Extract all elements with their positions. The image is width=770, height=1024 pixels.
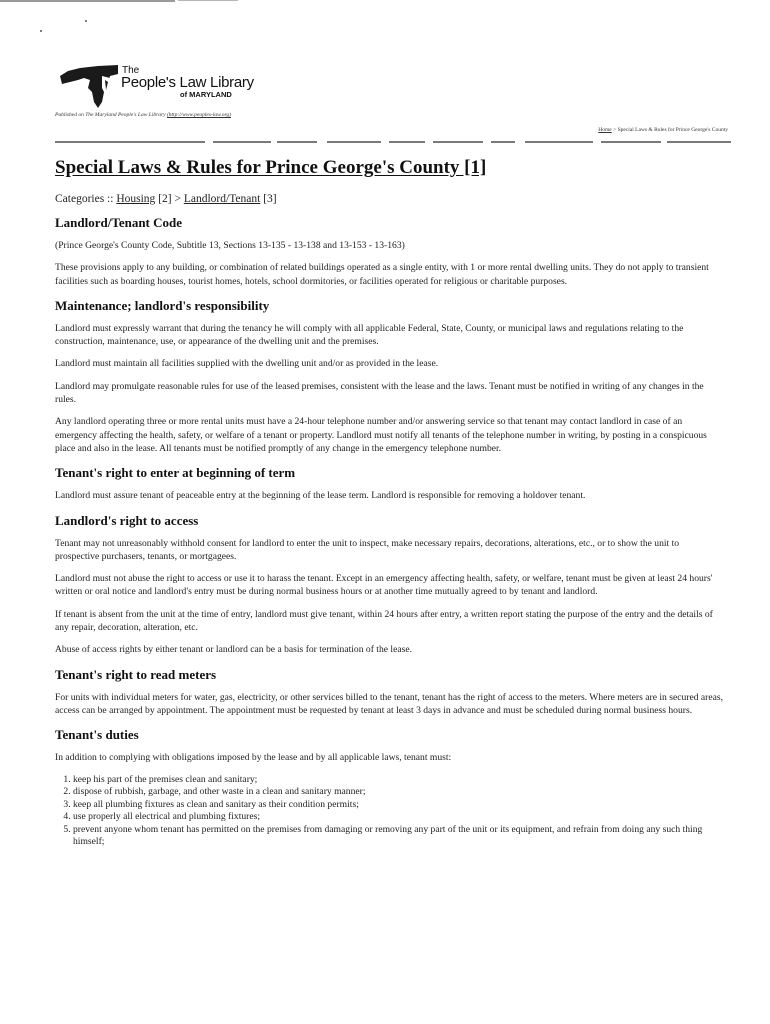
section-heading-code: Landlord/Tenant Code	[55, 215, 183, 230]
page-title: Special Laws & Rules for Prince George's County [1]	[55, 157, 487, 178]
scan-speck	[85, 20, 87, 22]
maintenance-paragraph: Landlord must expressly warrant that during the tenancy he will comply with all applicable Federal, State, County, or municipal laws and regulations relating to the construction, maintenance, use, or appearance of the dwelling unit and the premises.	[55, 322, 684, 348]
enter-paragraph: Landlord must assure tenant of peaceable entry at the beginning of the lease term. Landlord is responsible for removing a holdover tenant.	[55, 490, 586, 502]
maintenance-paragraph: Landlord may promulgate reasonable rules for use of the leased premises, consistent with the lease and the laws. Tenant must be notified in writing of any changes in the rules.	[55, 380, 704, 406]
scan-speck	[40, 30, 42, 32]
meters-paragraph: For units with individual meters for water, gas, electricity, or other services billed to the tenant, tenant has the right of access to the meters. Where meters are in secured areas, access can be arranged by appointment. The appointment must be requested by tenant at least 3 days in advance and must be scheduled during normal business hours.	[55, 691, 724, 716]
list-item: 4. use properly all electrical and plumbing fixtures;	[73, 811, 725, 824]
category-housing-ref: [2] >	[155, 193, 184, 205]
section-heading-enter: Tenant's right to enter at beginning of term	[55, 465, 296, 481]
published-note	[55, 112, 231, 118]
breadcrumb	[598, 127, 728, 133]
maintenance-paragraph: Any landlord operating three or more rental units must have a 24-hour telephone number and/or answering service so that tenant may contact landlord in case of an emergency affecting the health, safety, or welfare of a tenant or property. Landlord must notify all tenants of the telephone number in writing, by posting in a conspicuous place and also in the lease. All tenants must be notified promptly of any change in the emergency telephone number.	[55, 416, 707, 454]
access-paragraph: Tenant may not unreasonably withhold consent for landlord to enter the unit to inspect, make necessary repairs, decorations, alterations, etc., or to show the unit to prospective purchasers, tenants, or mortgagees.	[55, 537, 680, 562]
main-content	[55, 157, 725, 849]
breadcrumb-current: Special Laws & Rules for Prince George's County	[617, 127, 728, 133]
categories-line	[55, 193, 725, 205]
list-item: 3. keep all plumbing fixtures as clean and sanitary as their condition permits;	[73, 799, 725, 812]
breadcrumb-home-link[interactable]: Home	[598, 127, 612, 133]
logo-state: of MARYLAND	[180, 90, 232, 99]
section-heading-access: Landlord's right to access	[55, 512, 199, 528]
duties-list	[55, 774, 725, 849]
access-paragraph: If tenant is absent from the unit at the time of entry, landlord must give tenant, within 24 hours after entry, a written report stating the purpose of the entry and the details of any repair, decoration, alteration, etc.	[55, 608, 713, 634]
section-heading-maintenance: Maintenance; landlord's responsibility	[55, 297, 270, 313]
code-citation: (Prince George's County Code, Subtitle 13, Sections 13-135 - 13-138 and 13-153 - 13-163)	[55, 240, 405, 251]
scan-edge-mark	[178, 0, 238, 1]
maryland-map-icon	[58, 62, 120, 110]
header-divider	[55, 139, 731, 145]
scan-edge-mark	[0, 0, 175, 2]
list-item: 1. keep his part of the premises clean and sanitary;	[73, 774, 725, 787]
code-scope-paragraph: These provisions apply to any building, or combination of related buildings operated as a single entity, with 1 or more rental dwelling units. They do not apply to transient facilities such as boarding houses, tourist homes, hotels, school dormitories, or facilities operated for religious or charitable purposes.	[55, 262, 709, 287]
section-heading-meters: Tenant's right to read meters	[55, 666, 217, 682]
maintenance-paragraph: Landlord must maintain all facilities supplied with the dwelling unit and/or as provided in the lease.	[55, 358, 439, 370]
breadcrumb-separator: >	[611, 127, 618, 133]
access-paragraph: Landlord must not abuse the right to access or use it to harass the tenant. Except in an emergency affecting health, safety, or welfare, tenant must be given at least 24 hours' written or oral notice and landlord's entry must be during normal business hours or at another time mutually agreed to by tenant and landlord.	[55, 573, 713, 598]
site-logo[interactable]	[58, 62, 258, 110]
published-prefix: Published on The Maryland People's Law Library	[55, 112, 166, 118]
list-item: 2. dispose of rubbish, garbage, and other waste in a clean and sanitary manner;	[73, 786, 725, 799]
list-item: 5. prevent anyone whom tenant has permitted on the premises from damaging or removing any part of the unit or its equipment, and refrain from doing any such thing himself;	[73, 824, 725, 849]
duties-intro: In addition to complying with obligations imposed by the lease and by all applicable laws, tenant must:	[55, 752, 452, 764]
section-heading-duties: Tenant's duties	[55, 727, 139, 743]
access-paragraph: Abuse of access rights by either tenant or landlord can be a basis for termination of the lease.	[55, 644, 412, 656]
published-url-link[interactable]: (http://www.peoples-law.org)	[166, 112, 231, 118]
logo-the: The	[122, 65, 140, 76]
category-landlord-tenant-link[interactable]: Landlord/Tenant	[183, 193, 261, 205]
logo-name: People's Law Library	[121, 74, 254, 91]
categories-prefix: Categories ::	[55, 193, 117, 205]
category-landlord-ref: [3]	[260, 193, 277, 205]
category-housing-link[interactable]: Housing	[116, 193, 156, 205]
